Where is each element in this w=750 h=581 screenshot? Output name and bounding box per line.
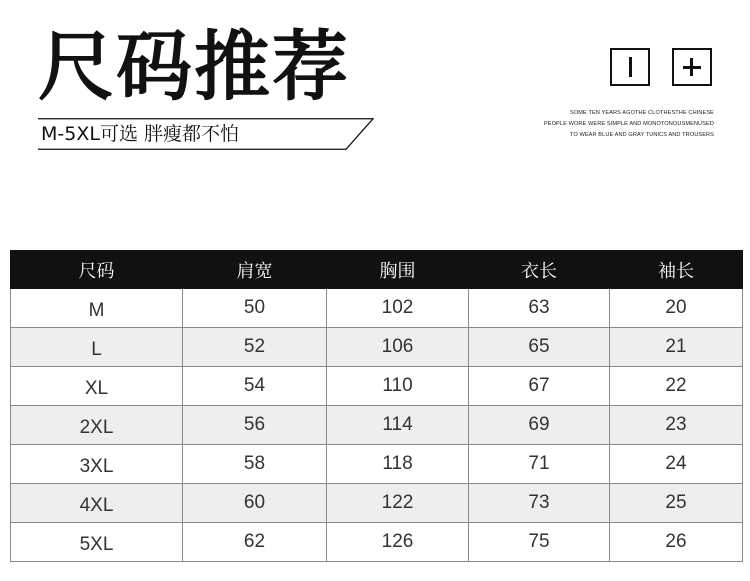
chest-cell: 126 <box>327 523 469 562</box>
column-header-chest: 胸围 <box>327 251 469 289</box>
table-row <box>11 367 743 406</box>
tagline-line: SOME TEN YEARS AGOTHE CLOTHESTHE CHINESE <box>570 110 714 116</box>
length-cell: 67 <box>469 367 610 406</box>
vertical-bar-icon <box>629 57 632 77</box>
length-cell: 73 <box>469 484 610 523</box>
shoulder-cell: 58 <box>183 445 327 484</box>
sleeve-cell: 24 <box>610 445 743 484</box>
table-header-row <box>11 251 743 289</box>
sleeve-cell: 22 <box>610 367 743 406</box>
length-cell: 63 <box>469 289 610 328</box>
length-cell: 71 <box>469 445 610 484</box>
tagline-line: TO WEAR BLUE AND GRAY TUNICS AND TROUSERS <box>569 132 714 138</box>
shoulder-cell: 62 <box>183 523 327 562</box>
table-row <box>11 328 743 367</box>
sleeve-cell: 23 <box>610 406 743 445</box>
length-cell: 75 <box>469 523 610 562</box>
sleeve-cell: 25 <box>610 484 743 523</box>
bar-logo-box <box>610 48 650 86</box>
size-cell: XL <box>11 367 183 406</box>
table-row <box>11 484 743 523</box>
page-title: 尺码推荐 <box>38 22 350 111</box>
chest-cell: 118 <box>327 445 469 484</box>
chest-cell: 114 <box>327 406 469 445</box>
column-header-size: 尺码 <box>11 251 183 289</box>
shoulder-cell: 54 <box>183 367 327 406</box>
sleeve-cell: 21 <box>610 328 743 367</box>
chest-cell: 110 <box>327 367 469 406</box>
table-row <box>11 445 743 484</box>
chest-cell: 106 <box>327 328 469 367</box>
shoulder-cell: 56 <box>183 406 327 445</box>
size-chart-table <box>10 250 743 562</box>
length-cell: 65 <box>469 328 610 367</box>
shoulder-cell: 50 <box>183 289 327 328</box>
size-cell: 4XL <box>11 484 183 523</box>
tagline <box>526 108 714 141</box>
tagline-line: PEOPLE WORE WERE SIMPLE AND MONOTONOUSMENUSED <box>543 121 714 127</box>
subtitle-banner <box>38 118 374 150</box>
shoulder-cell: 60 <box>183 484 327 523</box>
plus-logo-box <box>672 48 712 86</box>
table-row <box>11 406 743 445</box>
size-cell: 3XL <box>11 445 183 484</box>
size-cell: M <box>11 289 183 328</box>
size-cell: 5XL <box>11 523 183 562</box>
subtitle-text: M-5XL可选 胖瘦都不怕 <box>41 123 239 145</box>
length-cell: 69 <box>469 406 610 445</box>
chest-cell: 102 <box>327 289 469 328</box>
size-cell: 2XL <box>11 406 183 445</box>
table-row <box>11 289 743 328</box>
column-header-shoulder: 肩宽 <box>183 251 327 289</box>
chest-cell: 122 <box>327 484 469 523</box>
column-header-length: 衣长 <box>469 251 610 289</box>
table-row <box>11 523 743 562</box>
sleeve-cell: 20 <box>610 289 743 328</box>
sleeve-cell: 26 <box>610 523 743 562</box>
size-cell: L <box>11 328 183 367</box>
shoulder-cell: 52 <box>183 328 327 367</box>
column-header-sleeve: 袖长 <box>610 251 743 289</box>
